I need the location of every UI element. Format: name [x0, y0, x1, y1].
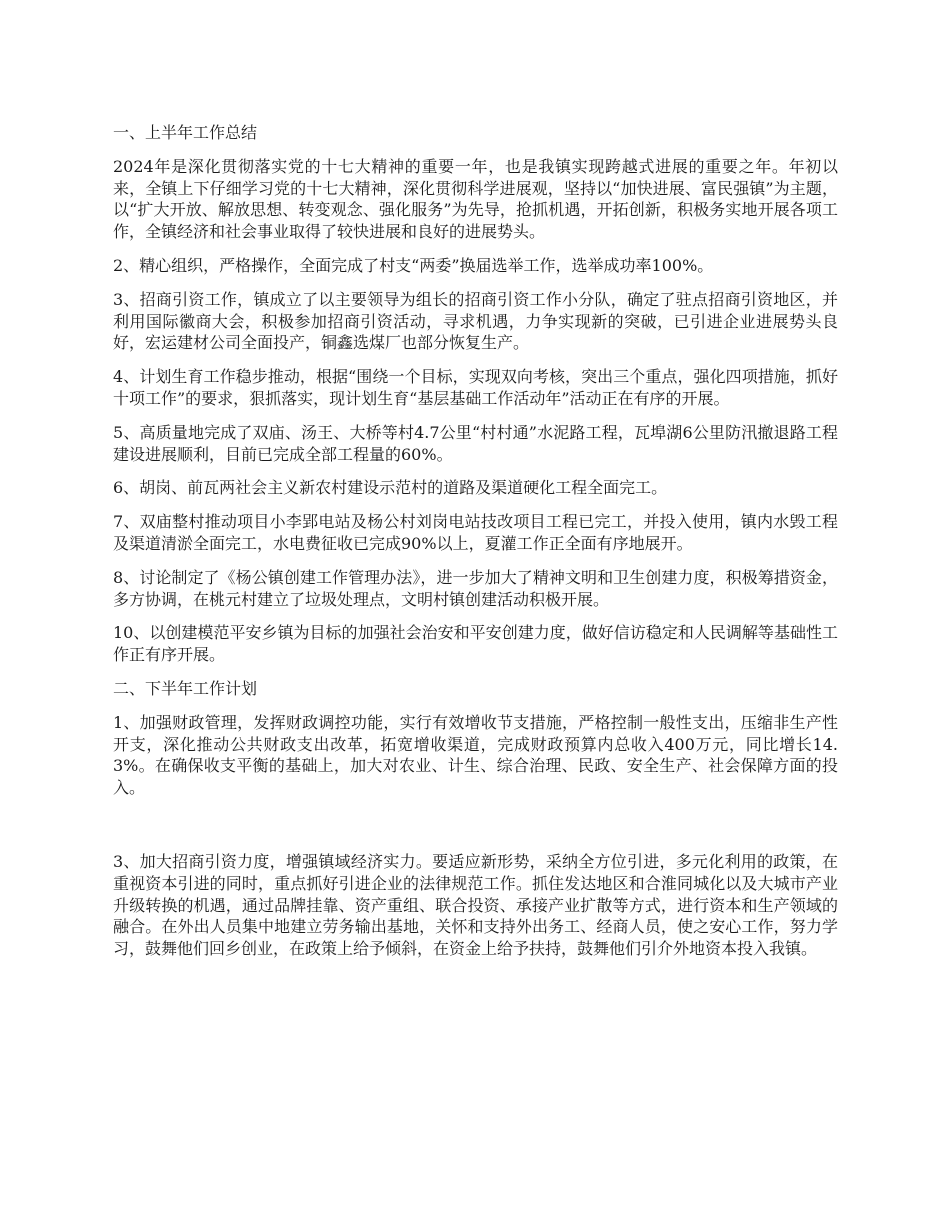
paragraph-item-2-election: 2、精心组织，严格操作，全面完成了村支“两委”换届选举工作，选举成功率100%。	[113, 255, 714, 275]
paragraph-intro: 2024年是深化贯彻落实党的十七大精神的重要一年，也是我镇实现跨越式进展的重要之年。年初以来，全镇上下仔细学习党的十七大精神，深化贯彻科学进展观，坚持以“加快进展、富民强镇”为主题，以“扩大开放、解放思想、转变观念、强化服务”为先导，抢抓机遇，开拓创新，积极务实地开展各项工作，全镇经济和社会事业取得了较快进展和良好的进展势头。	[113, 156, 838, 242]
paragraph-item-3-investment: 3、招商引资工作，镇成立了以主要领导为组长的招商引资工作小分队，确定了驻点招商引资地区，并利用国际徽商大会，积极参加招商引资活动，寻求机遇，力争实现新的突破，已引进企业进展势头良好，宏运建材公司全面投产，铜鑫选煤厂也部分恢复生产。	[113, 289, 838, 353]
section-heading-second-half-plan: 二、下半年工作计划	[113, 678, 258, 698]
paragraph-item-5-roads: 5、高质量地完成了双庙、汤王、大桥等村4.7公里“村村通”水泥路工程，瓦埠湖6公里防汛撤退路工程建设进展顺利，目前已完成全部工程量的60%。	[113, 422, 838, 464]
paragraph-item-10-security: 10、以创建模范平安乡镇为目标的加强社会治安和平安创建力度，做好信访稳定和人民调解等基础性工作正有序开展。	[113, 623, 838, 665]
paragraph-plan-1-finance: 1、加强财政管理，发挥财政调控功能，实行有效增收节支措施，严格控制一般性支出，压缩非生产性开支，深化推动公共财政支出改革，拓宽增收渠道，完成财政预算内总收入400万元，同比增长14.3%。在确保收支平衡的基础上，加大对农业、计生、综合治理、民政、安全生产、社会保障方面的投入。	[113, 712, 838, 798]
blank-gap	[113, 811, 838, 851]
paragraph-item-6-villages: 6、胡岗、前瓦两社会主义新农村建设示范村的道路及渠道硬化工程全面完工。	[113, 478, 668, 498]
paragraph-item-4-family-planning: 4、计划生育工作稳步推动，根据“围绕一个目标，实现双向考核，突出三个重点，强化四项措施，抓好十项工作”的要求，狠抓落实，现计划生育“基层基础工作活动年”活动正在有序的开展。	[113, 367, 838, 408]
paragraph-item-7-power-stations: 7、双庙整村推动项目小李郢电站及杨公村刘岗电站技改项目工程已完工，并投入使用，镇内水毁工程及渠道清淤全面完工，水电费征收已完成90%以上，夏灌工作正全面有序地展开。	[113, 512, 838, 553]
document-page	[113, 122, 838, 972]
paragraph-plan-3-investment: 3、加大招商引资力度，增强镇域经济实力。要适应新形势，采纳全方位引进，多元化利用的政策，在重视资本引进的同时，重点抓好引进企业的法律规范工作。抓住发达地区和合淮同城化以及大城市产业升级转换的机遇，通过品牌挂靠、资产重组、联合投资、承接产业扩散等方式，进行资本和生产领域的融合。在外出人员集中地建立劳务输出基地，关怀和支持外出务工、经商人员，使之安心工作，努力学习，鼓舞他们回乡创业，在政策上给予倾斜，在资金上给予扶持，鼓舞他们引介外地资本投入我镇。	[113, 851, 838, 959]
paragraph-item-8-civilization: 8、讨论制定了《杨公镇创建工作管理办法》，进一步加大了精神文明和卫生创建力度，积极筹措资金，多方协调，在桃元村建立了垃圾处理点，文明村镇创建活动积极开展。	[113, 567, 838, 609]
section-heading-first-half-summary: 一、上半年工作总结	[113, 123, 258, 142]
